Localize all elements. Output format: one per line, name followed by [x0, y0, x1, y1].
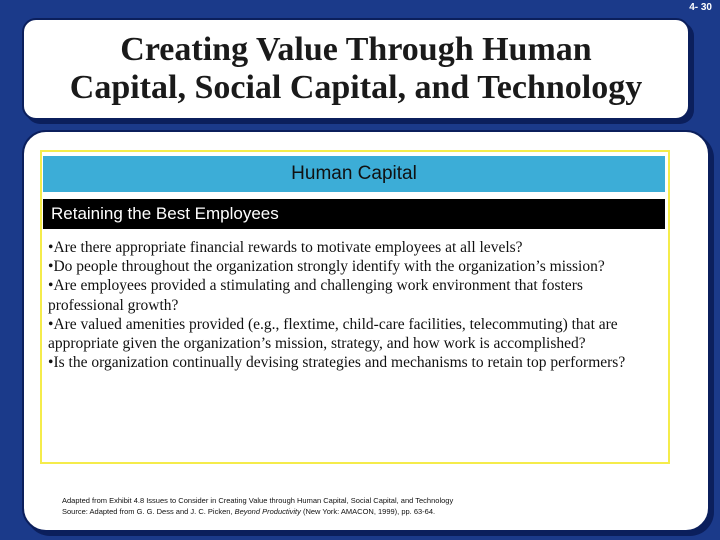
- bullet-marker: •: [48, 315, 54, 333]
- slide-title-line-2: Capital, Social Capital, and Technology: [69, 69, 643, 106]
- bullet-item: •Are there appropriate financial rewards to motivate employees at all levels?: [48, 239, 523, 256]
- bullet-item: •Are valued amenities provided (e.g., flextime, child-care facilities, telecommuting) that are appropriate given the organization’s mission, strategy, and how work is accomplished?: [48, 315, 618, 353]
- bullet-marker: •: [48, 354, 54, 372]
- page-number: 4- 30: [689, 2, 712, 13]
- slide-title-line-1: Creating Value Through Human: [120, 31, 592, 68]
- bullet-marker: •: [48, 258, 54, 276]
- bullet-marker: •: [48, 277, 54, 295]
- source-note: [62, 495, 682, 517]
- bullet-marker: •: [48, 239, 54, 256]
- book-title: Beyond Productivity: [234, 507, 301, 516]
- bullet-item: •Are employees provided a stimulating and challenging work environment that fosters professional growth?: [48, 277, 583, 314]
- section-subheader: Retaining the Best Employees: [43, 199, 665, 229]
- bullet-item: •Do people throughout the organization strongly identify with the organization’s mission?: [48, 258, 605, 276]
- section-header: Human Capital: [43, 156, 665, 192]
- source-line-2: Source: Adapted from G. G. Dess and J. C. Picken, Beyond Productivity (New York: AMACON, 1999), pp. 63-64.: [62, 507, 436, 516]
- bullet-item: •Is the organization continually devising strategies and mechanisms to retain top performers?: [48, 354, 626, 372]
- title-box: [22, 18, 690, 120]
- source-line-1: Adapted from Exhibit 4.8 Issues to Consider in Creating Value through Human Capital, Social Capital, and Technology: [62, 496, 454, 505]
- bullet-list: [48, 238, 660, 372]
